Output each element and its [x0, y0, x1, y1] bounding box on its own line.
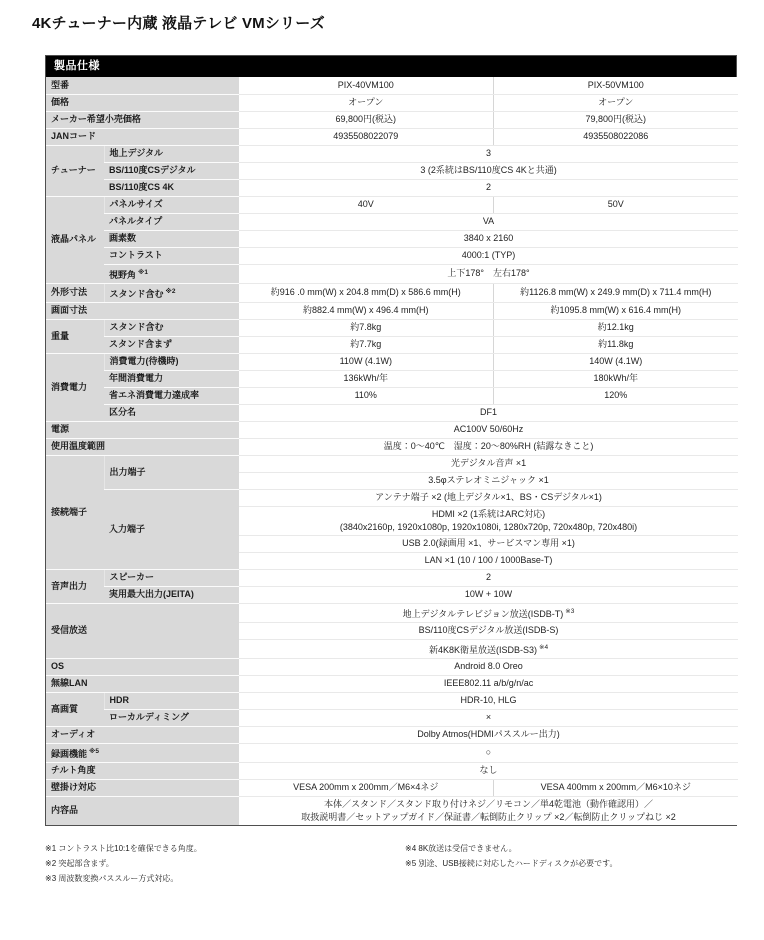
spec-value-cell: ○ — [239, 743, 738, 762]
spec-value-cell: 4000:1 (TYP) — [239, 247, 738, 264]
footnote-marker: ※3 — [565, 607, 575, 615]
spec-label-cell: 接続端子 — [46, 455, 104, 569]
spec-value-cell: 新4K8K衛星放送(ISDB-S3) $^{※4}$ — [239, 639, 738, 658]
spec-label-cell: 年間消費電力 — [104, 370, 239, 387]
spec-label-cell: チルト角度 — [46, 762, 239, 779]
spec-row — [46, 603, 738, 622]
spec-value-cell: VESA 200mm x 200mm／M6×4ネジ — [239, 779, 493, 796]
spec-value-cell: 温度：0～40℃ 湿度：20～80%RH (結露なきこと) — [239, 438, 738, 455]
spec-label-cell: 無線LAN — [46, 675, 239, 692]
spec-row — [46, 489, 738, 506]
spec-value-cell: IEEE802.11 a/b/g/n/ac — [239, 675, 738, 692]
spec-label-cell: 実用最大出力(JEITA) — [104, 586, 239, 603]
spec-value-cell: 4935508022079 — [239, 128, 493, 145]
spec-value-cell: HDMI ×2 (1系統はARC対応) (3840x2160p, 1920x1080p, 1920x1080i, 1280x720p, 720x480p, 720x480i) — [239, 506, 738, 535]
spec-label-cell: 電源 — [46, 421, 239, 438]
spec-value-cell: 3 (2系統はBS/110度CS 4Kと共通) — [239, 162, 738, 179]
spec-label-cell: 使用温度範囲 — [46, 438, 239, 455]
spec-row — [46, 743, 738, 762]
footnote-item: ※2 突起部含まず。 — [45, 858, 114, 868]
spec-value-cell: 約7.8kg — [239, 319, 493, 336]
spec-label-cell: 省エネ消費電力達成率 — [104, 387, 239, 404]
spec-row — [46, 569, 738, 586]
spec-label-cell: 入力端子 — [104, 489, 239, 569]
spec-label-cell: 型番 — [46, 77, 239, 94]
spec-value-cell: Android 8.0 Oreo — [239, 658, 738, 675]
spec-label-cell: 音声出力 — [46, 569, 104, 603]
spec-value-cell: 110W (4.1W) — [239, 353, 493, 370]
spec-label-cell: 消費電力 — [46, 353, 104, 421]
spec-row — [46, 455, 738, 472]
spec-row — [46, 230, 738, 247]
spec-value-cell: USB 2.0(録画用 ×1、サービスマン専用 ×1) — [239, 535, 738, 552]
spec-value-cell: 140W (4.1W) — [493, 353, 738, 370]
spec-value-cell: 地上デジタルテレビジョン放送(ISDB-T) $^{※3}$ — [239, 603, 738, 622]
spec-value-cell: Dolby Atmos(HDMIパススルー出力) — [239, 726, 738, 743]
spec-row — [46, 658, 738, 675]
spec-row — [46, 762, 738, 779]
spec-value-cell: VESA 400mm x 200mm／M6×10ネジ — [493, 779, 738, 796]
spec-value-cell: 4935508022086 — [493, 128, 738, 145]
spec-label-cell: 重量 — [46, 319, 104, 353]
spec-value-cell: 3.5φステレオミニジャック ×1 — [239, 472, 738, 489]
spec-label-cell: 価格 — [46, 94, 239, 111]
spec-value-cell: 3 — [239, 145, 738, 162]
spec-row — [46, 77, 738, 94]
spec-row — [46, 675, 738, 692]
spec-value-cell: 120% — [493, 387, 738, 404]
spec-row — [46, 283, 738, 302]
spec-label-cell: スタンド含む $^{※2}$ — [104, 283, 239, 302]
spec-value-cell: 69,800円(税込) — [239, 111, 493, 128]
spec-label-cell: 出力端子 — [104, 455, 239, 489]
spec-row — [46, 179, 738, 196]
spec-label-cell: BS/110度CSデジタル — [104, 162, 239, 179]
spec-value-cell: 本体／スタンド／スタンド取り付けネジ／リモコン／単4乾電池（動作確認用）／ 取扱説明書／セットアップガイド／保証書／転倒防止クリップ ×2／転倒防止クリップねじ ×2 — [239, 796, 738, 825]
footnote-item: ※4 8K放送は受信できません。 — [405, 843, 517, 853]
spec-value-cell: 約12.1kg — [493, 319, 738, 336]
spec-row — [46, 111, 738, 128]
spec-label-cell: 液晶パネル — [46, 196, 104, 283]
footnotes-right — [405, 841, 737, 886]
spec-value-cell: DF1 — [239, 404, 738, 421]
spec-section — [45, 55, 737, 826]
spec-label-cell: コントラスト — [104, 247, 239, 264]
spec-label-cell: メーカー希望小売価格 — [46, 111, 239, 128]
spec-value-cell: BS/110度CSデジタル放送(ISDB-S) — [239, 622, 738, 639]
spec-value-cell: 79,800円(税込) — [493, 111, 738, 128]
spec-value-cell: なし — [239, 762, 738, 779]
spec-value-cell: オープン — [239, 94, 493, 111]
spec-section-header: 製品仕様 — [46, 56, 736, 77]
footnotes-left — [45, 841, 405, 886]
spec-value-cell: PIX-50VM100 — [493, 77, 738, 94]
footnote-item: ※5 別途、USB接続に対応したハードディスクが必要です。 — [405, 858, 618, 868]
spec-value-cell: 110% — [239, 387, 493, 404]
spec-value-cell: 3840 x 2160 — [239, 230, 738, 247]
spec-row — [46, 421, 738, 438]
footnote-item: ※1 コントラスト比10:1を確保できる角度。 — [45, 843, 202, 853]
spec-label-cell: 地上デジタル — [104, 145, 239, 162]
footnote-marker: ※1 — [138, 268, 148, 276]
spec-row — [46, 213, 738, 230]
spec-table-body — [46, 77, 738, 825]
spec-row — [46, 145, 738, 162]
spec-label-cell: 区分名 — [104, 404, 239, 421]
spec-value-cell: 2 — [239, 179, 738, 196]
spec-label-cell: 画素数 — [104, 230, 239, 247]
spec-label-cell: スタンド含む — [104, 319, 239, 336]
spec-value-cell: 40V — [239, 196, 493, 213]
spec-label-cell: 視野角 $^{※1}$ — [104, 264, 239, 283]
spec-label-cell: 録画機能 $^{※5}$ — [46, 743, 239, 762]
spec-value-cell: アンテナ端子 ×2 (地上デジタル×1、BS・CSデジタル×1) — [239, 489, 738, 506]
spec-value-cell: 50V — [493, 196, 738, 213]
spec-row — [46, 162, 738, 179]
page-title: 4Kチューナー内蔵 液晶テレビ VMシリーズ — [32, 15, 325, 32]
spec-value-cell: 光デジタル音声 ×1 — [239, 455, 738, 472]
spec-value-cell: 2 — [239, 569, 738, 586]
spec-label-cell: 画面寸法 — [46, 302, 239, 319]
spec-row — [46, 196, 738, 213]
footnote-marker: ※2 — [165, 287, 176, 295]
spec-row — [46, 370, 738, 387]
spec-value-cell: × — [239, 709, 738, 726]
spec-value-cell: オープン — [493, 94, 738, 111]
spec-row — [46, 726, 738, 743]
footnotes — [45, 841, 737, 886]
spec-value-cell: PIX-40VM100 — [239, 77, 493, 94]
spec-row — [46, 319, 738, 336]
spec-label-cell: BS/110度CS 4K — [104, 179, 239, 196]
spec-value-cell: HDR-10, HLG — [239, 692, 738, 709]
spec-table — [46, 77, 738, 825]
spec-label-cell: ローカルディミング — [104, 709, 239, 726]
spec-row — [46, 779, 738, 796]
spec-row — [46, 264, 738, 283]
spec-row — [46, 247, 738, 264]
spec-label-cell: 消費電力(待機時) — [104, 353, 239, 370]
spec-label-cell: 外形寸法 — [46, 283, 104, 302]
spec-row — [46, 302, 738, 319]
spec-label-cell: OS — [46, 658, 239, 675]
spec-value-cell: 10W + 10W — [239, 586, 738, 603]
spec-row — [46, 438, 738, 455]
spec-row — [46, 709, 738, 726]
spec-value-cell: 約7.7kg — [239, 336, 493, 353]
spec-row — [46, 387, 738, 404]
spec-value-cell: 上下178° 左右178° — [239, 264, 738, 283]
spec-label-cell: 高画質 — [46, 692, 104, 726]
spec-label-cell: スタンド含まず — [104, 336, 239, 353]
spec-row — [46, 128, 738, 145]
spec-value-cell: 約1126.8 mm(W) x 249.9 mm(D) x 711.4 mm(H) — [493, 283, 738, 302]
footnote-item: ※3 周波数変換パススルー方式対応。 — [45, 873, 179, 883]
spec-row — [46, 336, 738, 353]
spec-row — [46, 353, 738, 370]
spec-value-cell: VA — [239, 213, 738, 230]
spec-value-cell: 約882.4 mm(W) x 496.4 mm(H) — [239, 302, 493, 319]
spec-label-cell: スピーカー — [104, 569, 239, 586]
spec-value-cell: AC100V 50/60Hz — [239, 421, 738, 438]
spec-label-cell: チューナー — [46, 145, 104, 196]
spec-value-cell: 約11.8kg — [493, 336, 738, 353]
spec-label-cell: オーディオ — [46, 726, 239, 743]
spec-value-cell: 136kWh/年 — [239, 370, 493, 387]
spec-value-cell: 約916 .0 mm(W) x 204.8 mm(D) x 586.6 mm(H) — [239, 283, 493, 302]
spec-row — [46, 796, 738, 825]
footnote-marker: ※4 — [539, 643, 549, 651]
footnote-marker: ※5 — [89, 747, 99, 755]
spec-label-cell: 壁掛け対応 — [46, 779, 239, 796]
spec-row — [46, 692, 738, 709]
spec-value-cell: LAN ×1 (10 / 100 / 1000Base-T) — [239, 552, 738, 569]
spec-row — [46, 404, 738, 421]
spec-label-cell: パネルタイプ — [104, 213, 239, 230]
spec-label-cell: 受信放送 — [46, 603, 239, 658]
spec-value-cell: 180kWh/年 — [493, 370, 738, 387]
spec-row — [46, 586, 738, 603]
spec-label-cell: HDR — [104, 692, 239, 709]
spec-label-cell: JANコード — [46, 128, 239, 145]
spec-value-cell: 約1095.8 mm(W) x 616.4 mm(H) — [493, 302, 738, 319]
spec-row — [46, 94, 738, 111]
spec-label-cell: パネルサイズ — [104, 196, 239, 213]
spec-label-cell: 内容品 — [46, 796, 239, 825]
